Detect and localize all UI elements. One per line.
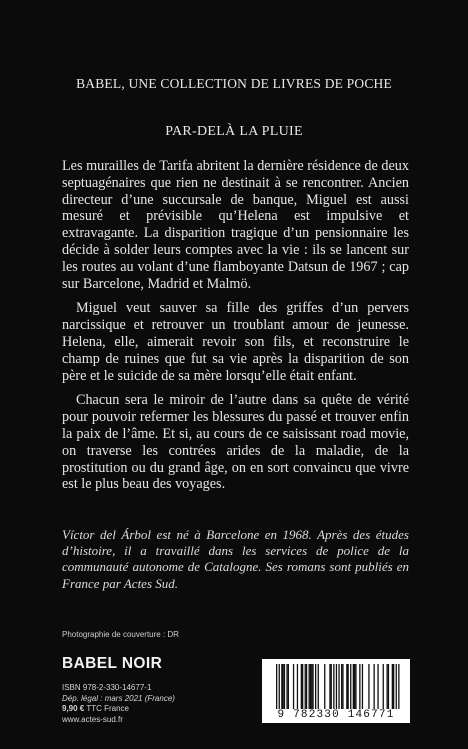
- barcode-bar: [309, 664, 310, 709]
- barcode-bar: [310, 664, 311, 709]
- barcode-bar: [396, 664, 397, 709]
- barcode-bar: [279, 664, 280, 709]
- barcode-bar: [324, 664, 325, 709]
- barcode-bar: [286, 664, 287, 709]
- barcode-bar: [329, 664, 330, 709]
- barcode-bar: [368, 664, 369, 709]
- barcode-bar: [297, 664, 298, 709]
- barcode-bar: [383, 664, 384, 709]
- barcode-bar: [338, 664, 339, 709]
- barcode-bar: [306, 664, 307, 709]
- synopsis: [62, 158, 409, 501]
- collection-line: BABEL, UNE COLLECTION DE LIVRES DE POCHE: [76, 76, 392, 91]
- barcode-bar: [355, 664, 356, 709]
- barcode-bar: [374, 664, 375, 709]
- barcode-bar: [301, 664, 302, 709]
- barcode-bar: [315, 664, 316, 709]
- barcode-bar: [346, 664, 347, 709]
- barcode-bar: [392, 664, 393, 709]
- barcode-bar: [341, 664, 342, 709]
- barcode-bar: [333, 664, 334, 709]
- barcode-bar: [353, 664, 354, 709]
- barcode-bar: [331, 664, 332, 709]
- barcode-bar: [302, 664, 303, 709]
- barcode-bar: [342, 664, 343, 709]
- synopsis-paragraph-3: Chacun sera le miroir de l’autre dans sa quête de vérité pour pouvoir refermer les blessures du passé et trouver enfin la paix de l’âme. Et si, au cours de ce saisissant road movie, on traverse les contrées arides de la maladie, de la prostitution ou du grand âge, on en sort convaincu que vivre est le plus beau des voyages.: [62, 392, 409, 493]
- barcode-bar: [377, 664, 378, 709]
- barcode-bar: [348, 664, 349, 709]
- barcode-bar: [388, 664, 389, 709]
- barcode-bar: [354, 664, 355, 709]
- author-bio: Víctor del Árbol est né à Barcelone en 1968. Après des études d’histoire, il a travaillé dans les services de police de la communauté autonome de Catalogne. Ses romans sont publiés en France par Actes Sud.: [62, 527, 409, 591]
- barcode-bar: [359, 664, 360, 709]
- barcode-bar: [398, 664, 399, 709]
- barcode-bar: [288, 664, 289, 709]
- barcode-bar: [387, 664, 388, 709]
- barcode-bar: [284, 664, 285, 709]
- synopsis-paragraph-1: Les murailles de Tarifa abritent la dernière résidence de deux septuagénaires que rien ne destinait à se rencontrer. Ancien directeur d’une succursale de banque, Miguel est aussi mesuré et prévisible qu’Helena est impulsive et extravagante. La disparition tragique d’un pensionnaire les décide à solder leurs comptes avec la vie : ils se lancent sur les routes au volant d’une flamboyante Datsun de 1967 ; cap sur Barcelone, Madrid et Malmö.: [62, 158, 409, 292]
- price-suffix: TTC France: [84, 704, 129, 713]
- legal-deposit: Dép. légal : mars 2021 (France): [62, 693, 175, 703]
- barcode-bar: [281, 664, 282, 709]
- barcode: [262, 659, 410, 723]
- barcode-bar: [362, 664, 363, 709]
- publication-meta: [62, 683, 175, 725]
- synopsis-paragraph-2: Miguel veut sauver sa fille des griffes d’un pervers narcissique et retrouver un troublant amour de jeunesse. Helena, elle, aimerait revoir son fils, et reconstruire le champ de ruines que fut sa vie après la disparition de son père et le suicide de sa mère lorsqu’elle était enfant.: [62, 300, 409, 384]
- barcode-digits: 9 782330 146771: [277, 709, 395, 721]
- barcode-bar: [336, 664, 337, 709]
- barcode-bar: [312, 664, 313, 709]
- barcode-bar: [318, 664, 319, 709]
- price: 9,90 €: [62, 704, 85, 713]
- barcode-bar: [293, 664, 294, 709]
- barcode-bar: [276, 664, 277, 709]
- barcode-bars: [262, 659, 410, 711]
- book-title: PAR-DELÀ LA PLUIE: [165, 124, 303, 139]
- barcode-bar: [311, 664, 312, 709]
- imprint-logo-text: BABEL NOIR: [62, 655, 163, 672]
- isbn: ISBN 978-2-330-14677-1: [62, 683, 152, 692]
- price-line: [62, 704, 175, 715]
- barcode-bar: [350, 664, 351, 709]
- photo-credit: Photographie de couverture : DR: [62, 630, 179, 639]
- barcode-bar: [305, 664, 306, 709]
- website: www.actes-sud.fr: [62, 714, 123, 724]
- barcode-bar: [393, 664, 394, 709]
- barcode-bar: [283, 664, 284, 709]
